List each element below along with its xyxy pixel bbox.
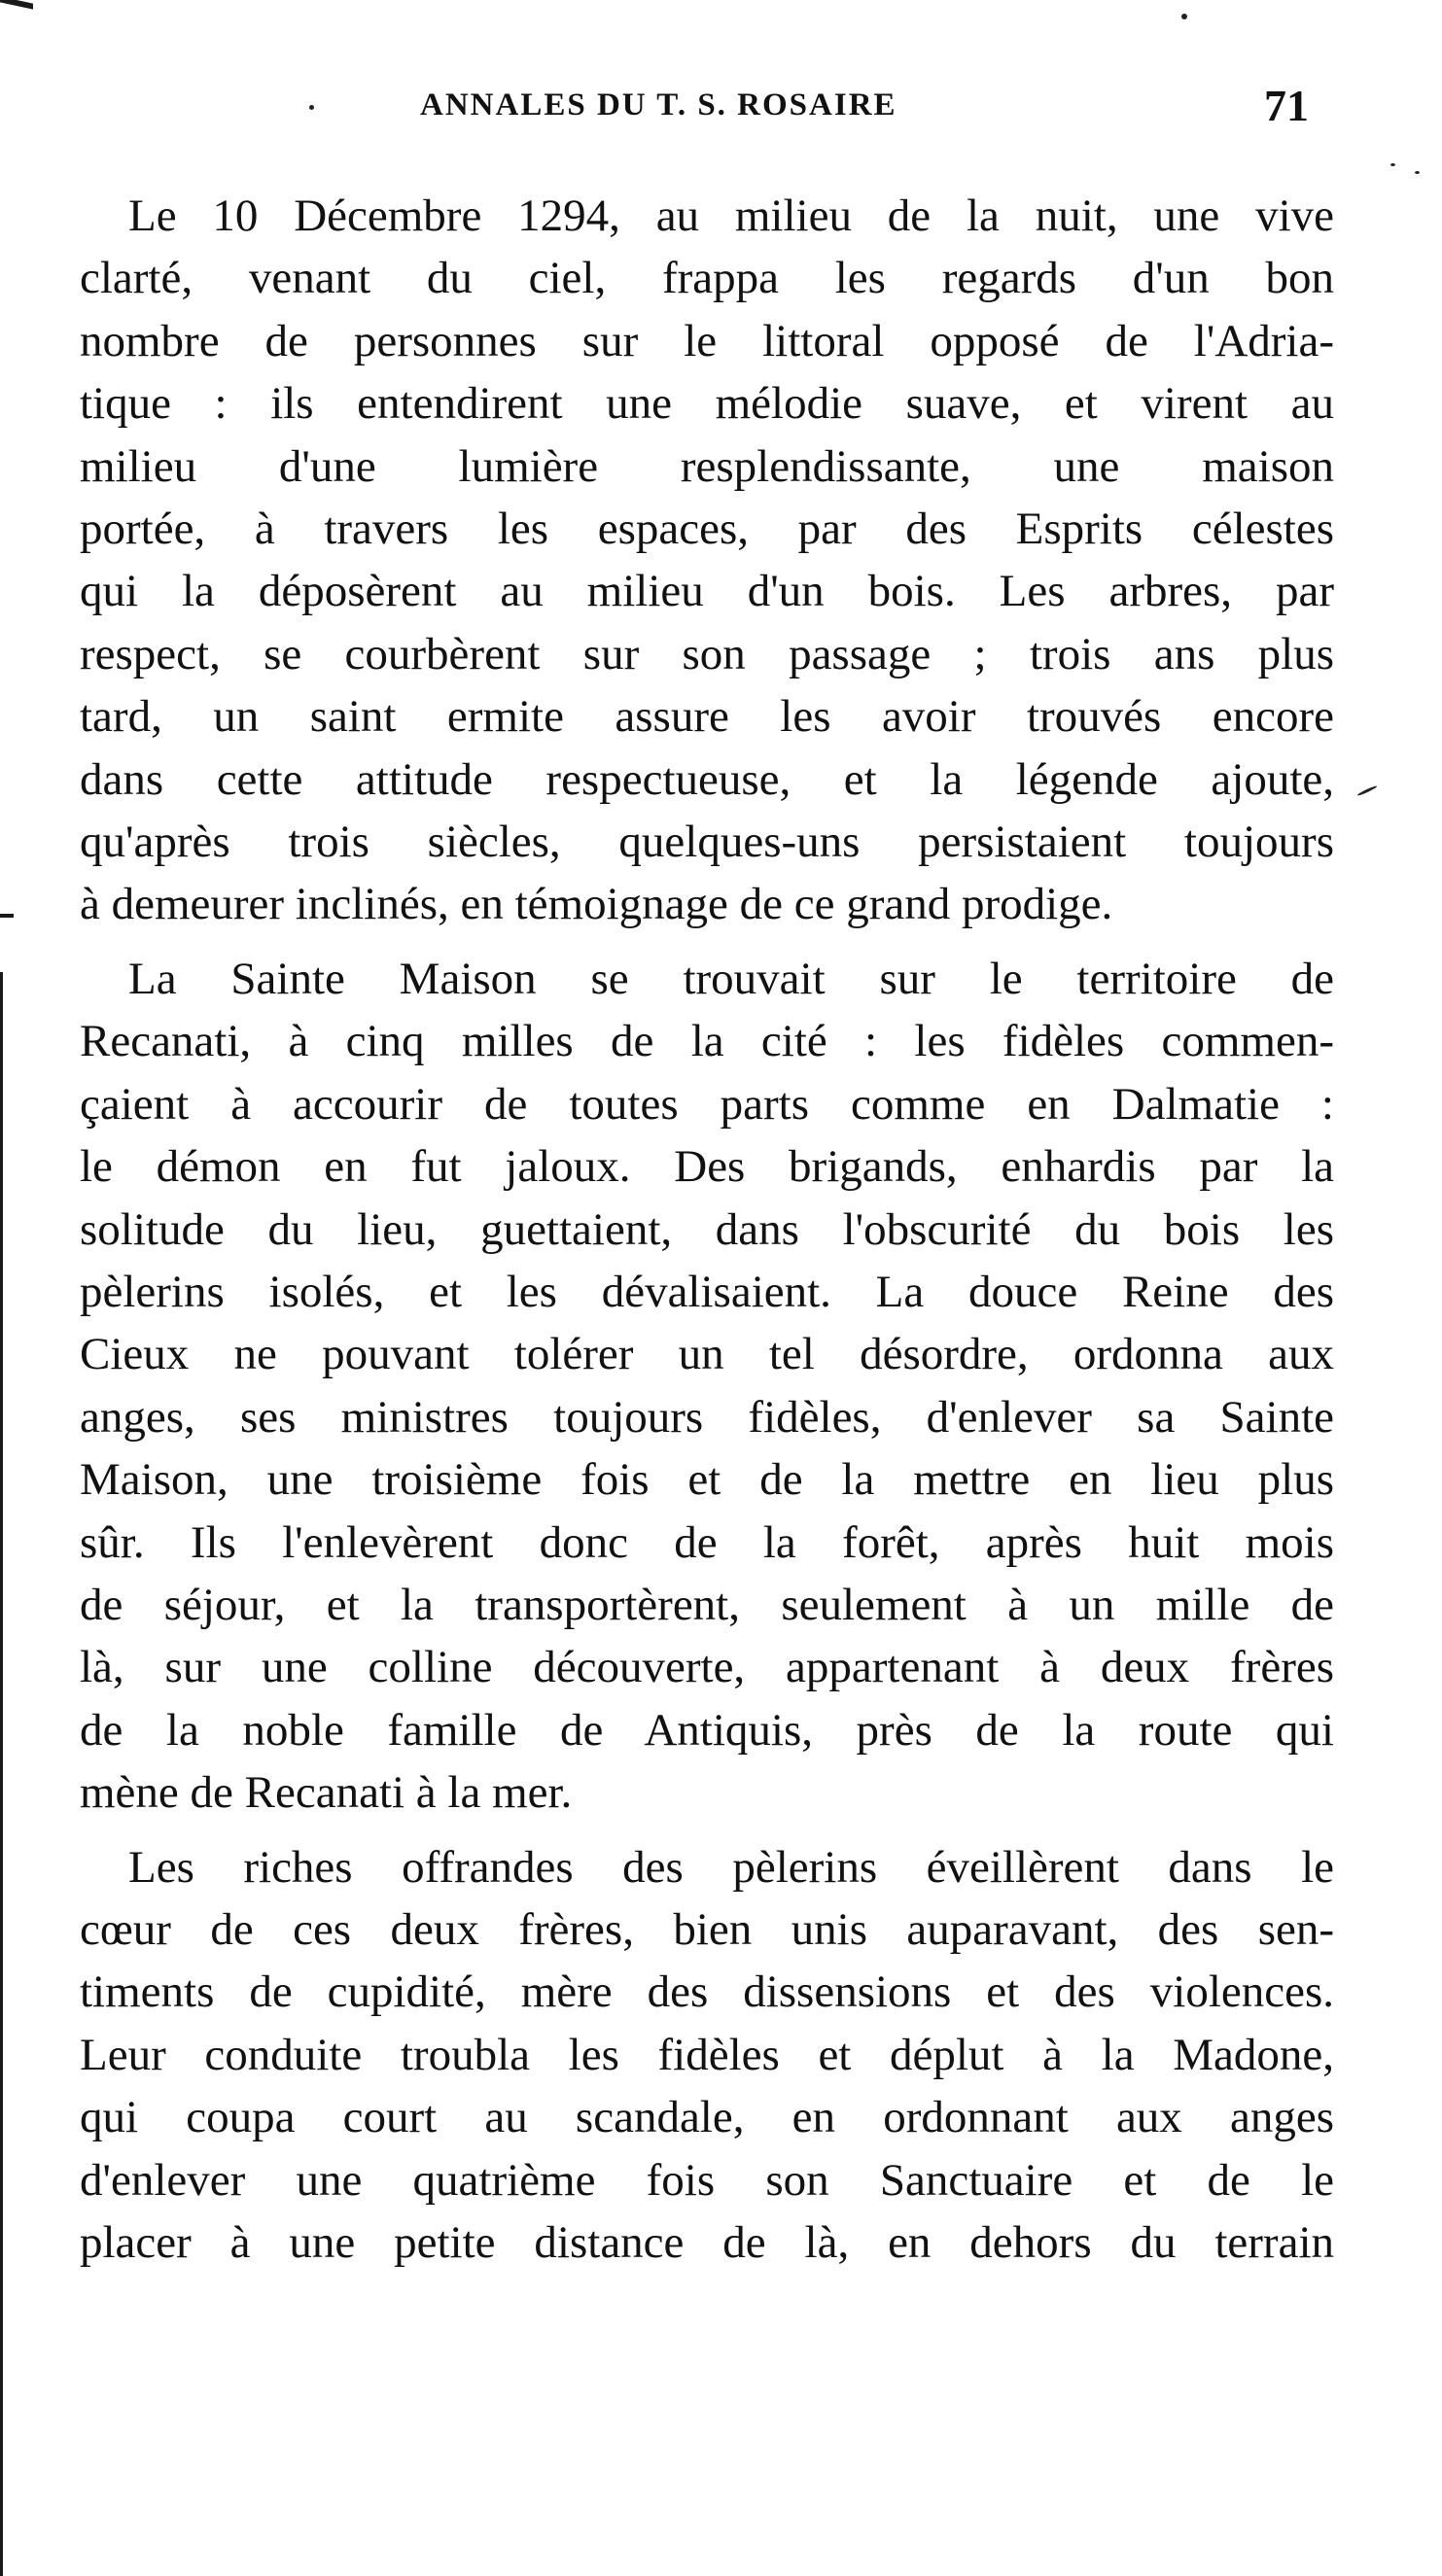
text-line: La Sainte Maison se trouvait sur le territoire de <box>128 953 1334 1004</box>
running-title: ANNALES DU T. S. ROSAIRE <box>420 87 897 122</box>
text-line: Leur conduite troubla les fidèles et déplut à la Madone, <box>80 2029 1334 2080</box>
scan-speck <box>1390 163 1395 166</box>
text-line: pèlerins isolés, et les dévalisaient. La douce Reine des <box>80 1266 1334 1317</box>
paragraph <box>80 1836 1334 2275</box>
text-line: Cieux ne pouvant tolérer un tel désordre, ordonna aux <box>80 1329 1334 1380</box>
text-line: de séjour, et la transportèrent, seulement à un mille de <box>80 1579 1334 1630</box>
text-line: clarté, venant du ciel, frappa les regards d'un bon <box>80 253 1334 304</box>
text-line: timents de cupidité, mère des dissensions et des violences. <box>80 1967 1334 2018</box>
scan-edge-tick <box>0 914 14 918</box>
text-line: qui la déposèrent au milieu d'un bois. Les arbres, par <box>80 566 1334 617</box>
scan-edge-line <box>0 972 3 2576</box>
text-line: respect, se courbèrent sur son passage ; trois ans plus <box>80 628 1334 679</box>
text-line: Maison, une troisième fois et de la mettre en lieu plus <box>80 1454 1334 1506</box>
text-line: à demeurer inclinés, en témoignage de ce grand prodige. <box>80 879 1113 930</box>
text-line: milieu d'une lumière resplendissante, une maison <box>80 440 1334 492</box>
paragraph <box>80 185 1334 936</box>
text-line: dans cette attitude respectueuse, et la légende ajoute, <box>80 753 1334 805</box>
text-line: tard, un saint ermite assure les avoir trouvés encore <box>80 691 1334 743</box>
text-line: placer à une petite distance de là, en dehors du terrain <box>80 2217 1334 2268</box>
text-line: de la noble famille de Antiquis, près de la route qui <box>80 1704 1334 1756</box>
text-line: qui coupa court au scandale, en ordonnant aux anges <box>80 2092 1334 2143</box>
text-line: tique : ils entendirent une mélodie suave, et virent au <box>80 378 1334 430</box>
scan-edge-mark <box>0 0 33 10</box>
scan-speck <box>1415 171 1420 174</box>
scan-speck <box>1356 784 1377 796</box>
text-line: qu'après trois siècles, quelques-uns persistaient toujours <box>80 817 1334 868</box>
text-line: Les riches offrandes des pèlerins éveillèrent dans le <box>128 1841 1334 1893</box>
text-line: sûr. Ils l'enlevèrent donc de la forêt, après huit mois <box>80 1516 1334 1568</box>
text-line: Le 10 Décembre 1294, au milieu de la nuit, une vive <box>128 191 1334 241</box>
text-line: cœur de ces deux frères, bien unis auparavant, des sen- <box>80 1903 1334 1955</box>
paragraph <box>80 948 1334 1825</box>
text-line: portée, à travers les espaces, par des Esprits célestes <box>80 504 1334 555</box>
text-line: çaient à accourir de toutes parts comme en Dalmatie : <box>80 1078 1334 1130</box>
scan-speck <box>1181 14 1187 19</box>
text-line: mène de Recanati à la mer. <box>80 1767 573 1819</box>
text-line: anges, ses ministres toujours fidèles, d'enlever sa Sainte <box>80 1391 1334 1443</box>
text-line: Recanati, à cinq milles de la cité : les fidèles commen- <box>80 1016 1334 1067</box>
header-dot <box>309 105 314 110</box>
body-text <box>80 185 1334 2274</box>
text-line: là, sur une colline découverte, appartenant à deux frères <box>80 1642 1334 1693</box>
running-head <box>0 80 1442 138</box>
text-line: le démon en fut jaloux. Des brigands, enhardis par la <box>80 1141 1334 1193</box>
text-line: nombre de personnes sur le littoral opposé de l'Adria- <box>80 315 1334 366</box>
text-line: solitude du lieu, guettaient, dans l'obscurité du bois les <box>80 1203 1334 1255</box>
text-line: d'enlever une quatrième fois son Sanctuaire et de le <box>80 2154 1334 2206</box>
page-number: 71 <box>1264 81 1309 130</box>
